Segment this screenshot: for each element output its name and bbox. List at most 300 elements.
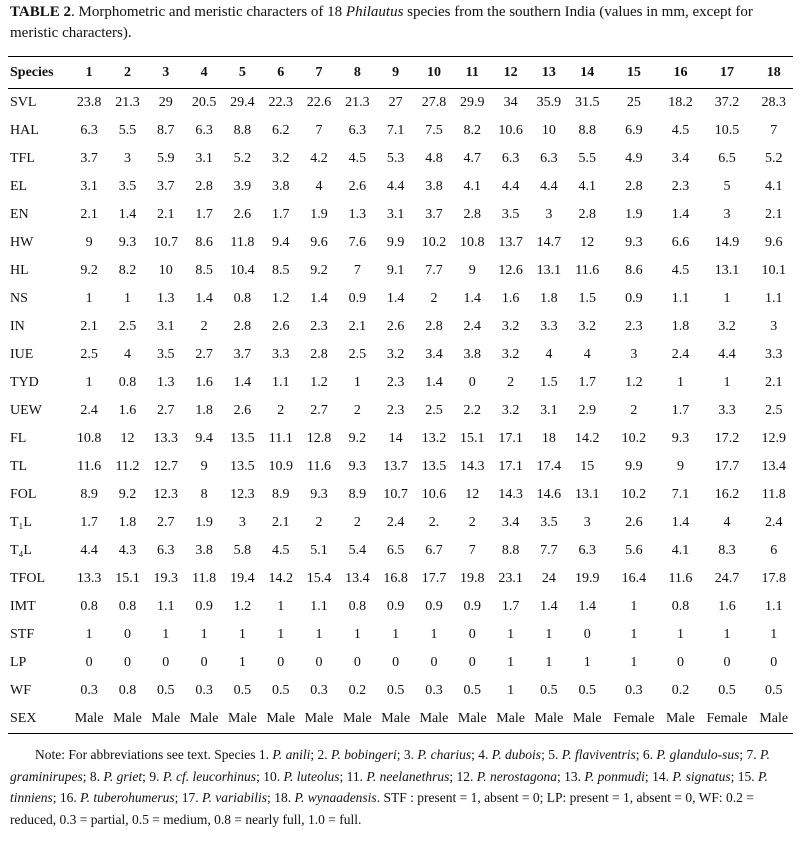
table-cell: 13.3 [153, 431, 179, 446]
table-cell: 23.1 [498, 571, 523, 586]
table-cell: 0 [583, 627, 591, 642]
character-label: SEX [10, 711, 37, 726]
table-cell: Male [666, 711, 695, 726]
character-label: TFL [10, 151, 35, 166]
table-cell: 3.4 [501, 515, 520, 530]
table-cell: 6.2 [271, 123, 290, 138]
table-cell: 3 [583, 515, 591, 530]
table-row [8, 537, 793, 565]
table-cell: 2.3 [386, 403, 405, 418]
species-number-header: 7 [315, 64, 323, 80]
table-cell: 9.9 [625, 459, 643, 474]
table-cell: 0.2 [348, 683, 367, 698]
table-cell: 17.1 [498, 459, 523, 474]
table-cell: 5 [723, 179, 731, 194]
table-cell: 2 [430, 291, 438, 306]
table-cell: Female [613, 711, 655, 726]
table-cell: 15 [580, 459, 595, 474]
table-cell: 7.1 [386, 123, 405, 138]
table-cell: 9.2 [348, 431, 367, 446]
table-cell: 9.2 [118, 487, 137, 502]
table-cell: 4 [583, 347, 591, 362]
table-cell: 1 [630, 655, 638, 670]
table-cell: 6.9 [625, 123, 643, 138]
table-cell: 2.7 [157, 403, 175, 418]
note-species-name: P. bobingeri [330, 747, 397, 762]
table-cell: 2.1 [157, 207, 175, 222]
table-cell: 25 [626, 95, 641, 110]
table-cell: Male [419, 711, 449, 726]
table-cell: 17.7 [421, 571, 447, 586]
character-label: IMT [10, 599, 36, 614]
note-intro: Note: For abbreviations see text. Species [35, 747, 259, 762]
table-cell: 2.8 [625, 179, 643, 194]
table-cell: 2 [353, 403, 361, 418]
table-cell: 0.2 [671, 683, 690, 698]
table-cell: 13.4 [761, 459, 786, 474]
table-cell: 1.6 [118, 403, 137, 418]
table-cell: 3.7 [157, 179, 175, 194]
table-cell: 8 [200, 487, 208, 502]
note-species-name: P. graminirupes [10, 747, 770, 784]
table-cell: 14.7 [536, 235, 562, 250]
table-cell: 11.6 [307, 459, 332, 474]
table-cell: 19.9 [574, 571, 600, 586]
note-species-name: P. dubois [491, 747, 542, 762]
table-row [8, 649, 793, 677]
table-cell: 7.6 [348, 235, 367, 250]
species-number-header: 4 [200, 64, 208, 80]
table-cell: 13.5 [230, 459, 255, 474]
table-cell: 13.2 [421, 431, 447, 446]
table-cell: 24 [541, 571, 556, 586]
table-cell: 10.2 [621, 431, 647, 446]
table-cell: 2.6 [348, 179, 367, 194]
table-cell: 0.3 [425, 683, 443, 698]
note-species-name: P. nerostagona [476, 768, 558, 784]
species-number-header: 5 [238, 64, 246, 80]
note-species-number: 13. [564, 768, 585, 784]
header-row [8, 57, 793, 89]
table-cell: 1 [353, 375, 361, 390]
table-cell: 0 [468, 655, 476, 670]
note-separator: ; [256, 768, 264, 784]
table-cell: 10.9 [268, 459, 293, 474]
table-cell: 3 [123, 151, 131, 166]
table-cell: 1.1 [271, 375, 290, 390]
table-cell: 1 [770, 627, 778, 642]
table-cell: 23.8 [76, 95, 102, 110]
table-cell: Male [151, 711, 181, 726]
note-separator: ; [267, 790, 275, 806]
table-cell: 0 [468, 375, 476, 390]
table-cell: 18 [541, 431, 556, 446]
note-species-number: 4. [478, 747, 492, 762]
table-cell: 3.4 [425, 347, 443, 362]
table-cell: 1 [630, 599, 638, 614]
table-cell: 14.3 [498, 487, 523, 502]
table-cell: 2.8 [310, 347, 328, 362]
table-cell: 7 [353, 263, 361, 278]
note-species-name: P. luteolus [283, 768, 340, 784]
note-species-name: P. cf. leucorhinus [162, 768, 257, 784]
table-cell: 0.8 [118, 683, 137, 698]
table-row [8, 677, 793, 705]
table-cell: 4.1 [671, 543, 690, 558]
table-cell: 11.8 [761, 487, 786, 502]
note-separator: ; [449, 768, 457, 784]
table-cell: 4.4 [80, 543, 98, 558]
table-cell: 5.8 [233, 543, 252, 558]
species-number-header: 6 [277, 64, 285, 80]
table-header [8, 57, 793, 89]
table-cell: 1 [277, 599, 285, 614]
table-cell: 0 [392, 655, 400, 670]
character-label: EN [10, 207, 29, 222]
table-cell: 2.3 [386, 375, 405, 390]
species-number-header: 17 [720, 64, 735, 80]
table-note [8, 744, 795, 830]
table-cell: 1 [85, 291, 93, 306]
table-cell: 9.6 [310, 235, 328, 250]
table-cell: 10.4 [230, 263, 255, 278]
table-cell: 0.8 [118, 375, 137, 390]
table-cell: 8.2 [118, 263, 137, 278]
note-species-name: P. wynaadensis [294, 790, 377, 806]
table-cell: 3.3 [271, 347, 290, 362]
table-row [8, 705, 793, 734]
table-cell: 17.7 [714, 459, 740, 474]
table-cell: Male [74, 711, 104, 726]
note-species-number: 14. [652, 768, 673, 784]
table-cell: Male [304, 711, 334, 726]
table-cell: 2.4 [463, 319, 482, 334]
note-species-name: P. griet [103, 768, 143, 784]
table-cell: 37.2 [714, 95, 740, 110]
table-cell: 13.5 [421, 459, 447, 474]
species-number-header: 14 [580, 64, 595, 80]
table-cell: 14.9 [714, 235, 740, 250]
table-cell: 1.1 [671, 291, 690, 306]
table-cell: 6.3 [501, 151, 520, 166]
table-cell: 1 [723, 375, 731, 390]
table-cell: 0.3 [80, 683, 98, 698]
table-cell: 1 [545, 627, 553, 642]
table-cell: 0.5 [233, 683, 252, 698]
table-row [8, 621, 793, 649]
table-cell: 5.4 [348, 543, 367, 558]
table-cell: 3.1 [157, 319, 175, 334]
note-species-name: P. glandulo-sus [656, 747, 740, 762]
table-cell: 0.8 [80, 599, 98, 614]
document-page [0, 2, 804, 844]
character-label: IUE [10, 347, 34, 362]
note-species-number: 6. [642, 747, 657, 762]
character-label: TYD [10, 375, 39, 390]
table-cell: 6.3 [348, 123, 367, 138]
table-cell: 15.1 [115, 571, 140, 586]
table-cell: Male [572, 711, 602, 726]
table-cell: Female [706, 711, 748, 726]
table-cell: 0.5 [463, 683, 482, 698]
table-cell: 9.4 [195, 431, 213, 446]
character-label: LP [10, 655, 27, 670]
table-cell: 14 [388, 431, 403, 446]
species-number-header: 12 [503, 64, 518, 80]
table-cell: 0 [277, 655, 285, 670]
table-cell: 1 [238, 627, 246, 642]
table-cell: 1.4 [671, 207, 690, 222]
table-cell: 2.7 [195, 347, 213, 362]
table-cell: 10.1 [761, 263, 786, 278]
table-cell: 16.2 [714, 487, 740, 502]
table-cell: 1 [507, 655, 515, 670]
note-species-number: 3. [403, 747, 418, 762]
table-cell: 0.5 [271, 683, 290, 698]
table-cell: 0.5 [718, 683, 736, 698]
table-cell: 1.1 [157, 599, 175, 614]
table-cell: 1 [507, 627, 515, 642]
table-cell: 21.3 [115, 95, 140, 110]
table-cell: 1.4 [578, 599, 596, 614]
table-cell: 6.5 [718, 151, 736, 166]
table-cell: 2.3 [671, 179, 690, 194]
table-cell: 12.6 [498, 263, 523, 278]
table-cell: 0 [468, 627, 476, 642]
note-species-number: 10. [263, 768, 284, 784]
note-outro: STF : present = 1, absent = 0; LP: present = 1, absent = 0, WF: 0.2 = reduced, 0.3 = partial, 0.5 = medium, 0.8 = nearly full, 1.0 = full. [10, 790, 754, 827]
table-cell: 13.1 [574, 487, 600, 502]
table-cell: 3.5 [501, 207, 520, 222]
table-cell: 0 [430, 655, 438, 670]
note-species-number: 2. [317, 747, 331, 762]
table-body [8, 89, 793, 734]
species-number-header: 9 [392, 64, 400, 80]
table-row [8, 89, 793, 118]
table-cell: 6.3 [540, 151, 558, 166]
note-separator: ; [142, 768, 150, 784]
table-cell: 3 [723, 207, 731, 222]
table-cell: 29.9 [460, 95, 485, 110]
table-cell: 0.9 [463, 599, 482, 614]
table-cell: 3.3 [765, 347, 783, 362]
caption-genus: Philautus [345, 4, 404, 20]
table-cell: 1 [430, 627, 438, 642]
table-cell: 16.4 [621, 571, 647, 586]
table-label: TABLE 2 [10, 4, 71, 20]
species-number-header: 13 [541, 64, 556, 80]
table-row [8, 313, 793, 341]
note-species-number: 7. [746, 747, 760, 762]
table-cell: 3.1 [540, 403, 558, 418]
table-cell: 8.8 [501, 543, 520, 558]
note-species-number: 1. [258, 747, 273, 762]
table-cell: 2. [428, 515, 440, 530]
table-cell: 0.9 [625, 291, 643, 306]
note-species-name: P. tinniens [10, 768, 768, 806]
table-cell: 3.7 [233, 347, 252, 362]
table-cell: 10.2 [421, 235, 447, 250]
caption-text-end: species from the southern India (values in mm, except for meristic characters). [10, 4, 753, 41]
character-label: HAL [10, 123, 39, 138]
table-cell: 8.6 [195, 235, 213, 250]
table-cell: 1.9 [310, 207, 328, 222]
table-cell: 1.4 [233, 375, 252, 390]
table-cell: 3.5 [540, 515, 558, 530]
table-cell: 15.1 [460, 431, 485, 446]
table-cell: 1.5 [540, 375, 558, 390]
table-cell: 9 [85, 235, 93, 250]
table-cell: 10.2 [621, 487, 647, 502]
table-cell: 2.1 [348, 319, 367, 334]
table-cell: 2.5 [80, 347, 98, 362]
table-cell: 21.3 [345, 95, 370, 110]
table-cell: 2.6 [233, 403, 252, 418]
table-cell: 8.9 [80, 487, 98, 502]
table-row [8, 397, 793, 425]
table-cell: 0.5 [540, 683, 558, 698]
table-cell: Male [342, 711, 372, 726]
table-cell: 11.1 [268, 431, 293, 446]
table-cell: 4.5 [671, 123, 690, 138]
character-label: NS [10, 291, 28, 306]
table-cell: 2.6 [386, 319, 405, 334]
table-cell: 9.2 [80, 263, 98, 278]
table-cell: Male [381, 711, 411, 726]
table-cell: 1.6 [501, 291, 520, 306]
table-cell: 4.5 [671, 263, 690, 278]
table-cell: 0.9 [195, 599, 213, 614]
table-cell: 13.1 [536, 263, 562, 278]
table-cell: 28.3 [761, 95, 786, 110]
table-cell: 2 [277, 403, 285, 418]
table-cell: 2.7 [310, 403, 328, 418]
table-cell: 6.7 [425, 543, 443, 558]
table-cell: 4.5 [348, 151, 367, 166]
table-cell: Male [113, 711, 142, 726]
table-cell: 6.3 [195, 123, 213, 138]
table-cell: 2.3 [310, 319, 328, 334]
species-number-header: 16 [673, 64, 688, 80]
table-cell: 13.7 [383, 459, 408, 474]
table-cell: 27.8 [421, 95, 447, 110]
table-cell: 3.8 [425, 179, 443, 194]
table-cell: 7 [315, 123, 323, 138]
table-cell: 1.4 [195, 291, 213, 306]
table-cell: 3 [630, 347, 638, 362]
species-header: Species [10, 64, 54, 80]
note-species-name: P. neelanethrus [366, 768, 450, 784]
table-cell: 19.3 [153, 571, 179, 586]
table-cell: 15.4 [306, 571, 332, 586]
table-cell: 5.2 [765, 151, 783, 166]
table-cell: 2.4 [386, 515, 405, 530]
table-cell: 1.8 [540, 291, 558, 306]
table-cell: 2.4 [80, 403, 98, 418]
table-cell: 0.5 [386, 683, 405, 698]
table-cell: 10 [541, 123, 556, 138]
note-species-name: P. variabilis [202, 790, 268, 806]
note-species-number: 17. [181, 790, 203, 806]
table-cell: Male [496, 711, 525, 726]
table-cell: 4 [545, 347, 553, 362]
table-cell: 2 [200, 319, 208, 334]
table-cell: 2.9 [578, 403, 596, 418]
table-cell: 17.2 [714, 431, 740, 446]
table-cell: 3.8 [195, 543, 213, 558]
table-cell: 3.7 [425, 207, 443, 222]
table-cell: 3.1 [195, 151, 213, 166]
table-cell: 8.7 [157, 123, 175, 138]
character-label: HW [10, 235, 34, 250]
table-cell: 35.9 [536, 95, 562, 110]
table-cell: 2 [353, 515, 361, 530]
table-cell: 1.7 [501, 599, 520, 614]
note-separator: ; [635, 747, 643, 762]
table-cell: 7 [468, 543, 476, 558]
table-cell: 1 [676, 375, 684, 390]
table-cell: 1.2 [310, 375, 328, 390]
table-cell: 1 [200, 627, 208, 642]
table-cell: 11.6 [77, 459, 102, 474]
table-cell: 3.9 [233, 179, 252, 194]
table-cell: 1.6 [195, 375, 213, 390]
table-cell: 20.5 [191, 95, 217, 110]
table-row [8, 229, 793, 257]
table-cell: 0 [123, 627, 131, 642]
table-cell: 4.4 [540, 179, 558, 194]
table-caption [8, 2, 800, 44]
table-cell: 2.8 [578, 207, 596, 222]
table-cell: 0 [723, 655, 731, 670]
table-cell: 0.3 [195, 683, 213, 698]
character-label: EL [10, 179, 28, 194]
table-cell: 4.8 [425, 151, 443, 166]
table-cell: 3.2 [501, 403, 520, 418]
table-cell: 5.9 [157, 151, 175, 166]
table-cell: 2.5 [348, 347, 367, 362]
table-cell: 2.5 [765, 403, 783, 418]
table-cell: 12 [580, 235, 595, 250]
note-separator: ; [339, 768, 347, 784]
note-species-name: P. flaviventris [561, 747, 636, 762]
table-cell: Male [534, 711, 564, 726]
table-cell: 2.8 [195, 179, 213, 194]
table-cell: 1 [123, 291, 131, 306]
table-cell: 12 [465, 487, 480, 502]
table-cell: 4.1 [765, 179, 783, 194]
species-number-header: 15 [626, 64, 641, 80]
table-row [8, 201, 793, 229]
species-number-header: 1 [85, 64, 93, 80]
table-row [8, 509, 793, 537]
character-label: FOL [10, 487, 37, 502]
table-cell: Male [266, 711, 296, 726]
table-cell: 22.6 [306, 95, 332, 110]
table-cell: 1 [392, 627, 400, 642]
table-cell: 8.2 [463, 123, 482, 138]
table-cell: 19.4 [230, 571, 255, 586]
table-cell: 9 [468, 263, 476, 278]
table-cell: Male [189, 711, 219, 726]
table-cell: 9.4 [271, 235, 290, 250]
table-row [8, 425, 793, 453]
table-cell: 2.1 [80, 207, 98, 222]
table-cell: 10.8 [76, 431, 102, 446]
table-cell: 1 [85, 627, 93, 642]
table-cell: 8.8 [233, 123, 252, 138]
table-cell: 6.3 [578, 543, 596, 558]
